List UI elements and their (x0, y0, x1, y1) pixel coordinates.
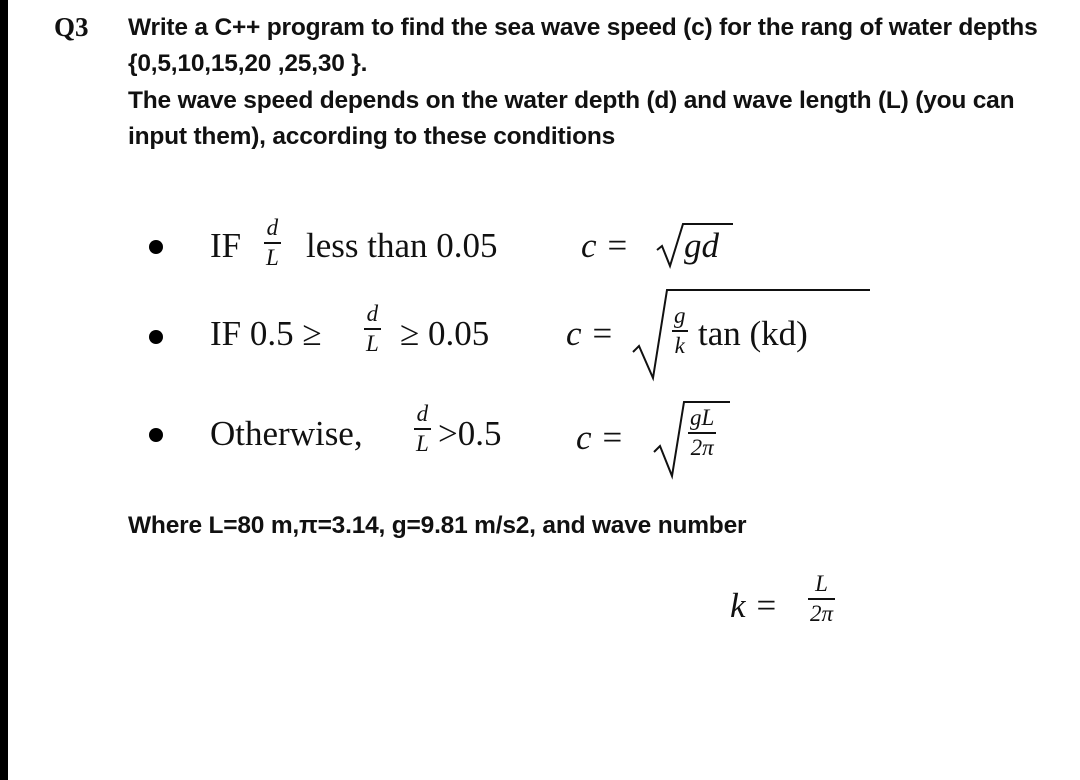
condition-3-prefix: Otherwise, (210, 414, 363, 453)
fraction-bar (808, 598, 835, 600)
ratio-denominator: L (366, 331, 379, 356)
ratio-denominator: L (266, 245, 279, 270)
bullet-icon (149, 330, 163, 344)
sqrt-icon (657, 222, 687, 272)
condition-2-prefix: IF 0.5 ≥ (210, 314, 322, 353)
wave-number-denominator: 2π (810, 601, 834, 626)
formula-numerator: g (674, 303, 686, 328)
condition-1-prefix: IF (210, 226, 242, 265)
bullet-icon (149, 428, 163, 442)
ratio-numerator: d (266, 215, 279, 240)
condition-3-rule: >0.5 (438, 414, 502, 453)
wave-number-lhs: k = (730, 586, 778, 625)
condition-3-formula-fraction (688, 406, 716, 460)
where-text: Where L=80 m,π=3.14, g=9.81 m/s2, and wave number (128, 512, 747, 539)
condition-1-rule: less than 0.05 (306, 226, 498, 265)
condition-2-formula-fraction (672, 304, 688, 358)
condition-1-lhs: c = (581, 226, 629, 265)
wave-number-fraction (808, 572, 835, 626)
formula-denominator: k (674, 333, 685, 358)
formula-numerator: gL (690, 405, 715, 430)
wave-number-numerator: L (815, 571, 828, 596)
condition-2-lhs: c = (566, 314, 614, 353)
fraction-bar (364, 328, 381, 330)
condition-3-ratio (414, 402, 431, 456)
fraction-bar (688, 432, 716, 434)
formula-denominator: 2π (690, 435, 714, 460)
document-page (8, 0, 1080, 780)
condition-2-ratio (364, 302, 381, 356)
condition-2-rule: ≥ 0.05 (400, 314, 490, 353)
fraction-bar (672, 330, 688, 332)
question-text-line1: Write a C++ program to find the sea wave speed (c) for the rang of water depths {0,5,10,15,20 ,25,30 }. (128, 14, 1038, 77)
condition-2-formula-tail: tan (kd) (698, 314, 808, 353)
condition-1-ratio (264, 216, 281, 270)
ratio-denominator: L (416, 431, 429, 456)
bullet-icon (149, 240, 163, 254)
ratio-numerator: d (366, 301, 379, 326)
question-text-line2: The wave speed depends on the water depth (d) and wave length (L) (you can input them), according to these conditions (128, 87, 1015, 150)
condition-3-lhs: c = (576, 418, 624, 457)
fraction-bar (264, 242, 281, 244)
fraction-bar (414, 428, 431, 430)
condition-1-formula: gd (684, 226, 719, 265)
ratio-numerator: d (416, 401, 429, 426)
question-number: Q3 (54, 12, 89, 42)
